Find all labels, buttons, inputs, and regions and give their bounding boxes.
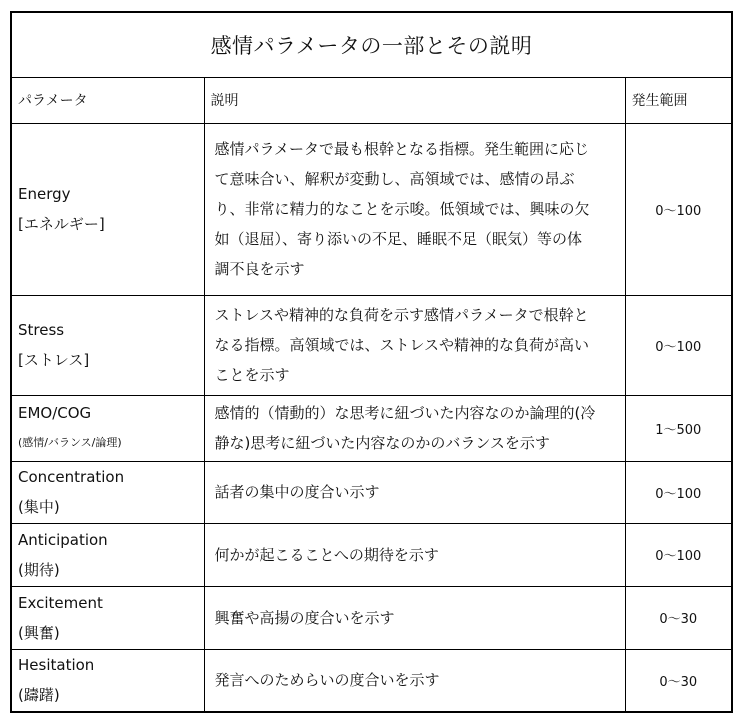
desc-cell [204,295,625,395]
param-cell [12,295,204,395]
desc-line: 如（退屈）、寄り添いの不足、睡眠不足（眠気）等の体 [214,230,583,248]
range-cell: 0～100 [625,123,731,295]
table-row [12,123,731,295]
param-cell [12,523,204,586]
desc-cell [204,586,625,649]
table-row [12,395,731,461]
param-name: Stress [18,321,65,339]
table-row [12,649,731,711]
param-name: Excitement [18,593,103,612]
param-sub: (躊躇) [18,686,60,705]
desc-line: 発言へのためらいの度合いを示す [214,671,440,690]
table-row [12,295,731,395]
header-param: パラメータ [12,78,204,123]
desc-line: 感情パラメータで最も根幹となる指標。発生範囲に応じ [214,140,590,158]
param-name: EMO/COG [18,404,92,422]
param-cell [12,649,204,711]
desc-cell [204,523,625,586]
range-cell: 0～100 [625,295,731,395]
desc-line: 調不良を示す [214,260,305,278]
table-row [12,586,731,649]
parameter-table [12,78,731,711]
desc-line: り、非常に精力的なことを示唆。低領域では、興味の欠 [214,200,590,218]
param-cell [12,586,204,649]
desc-line: て意味合い、解釈が変動し、高領域では、感情の昂ぶ [214,170,575,188]
param-sub: [ストレス] [18,351,90,369]
desc-line: ことを示す [214,366,290,384]
desc-line: 何かが起こることへの期待を示す [214,545,439,564]
param-sub: (集中) [18,498,60,516]
desc-cell [204,461,625,523]
param-sub: (興奮) [18,623,60,642]
range-cell: 0～100 [625,523,731,586]
desc-line: ストレスや精神的な負荷を示す感情パラメータで根幹と [214,306,589,324]
desc-line: 興奮や高揚の度合いを示す [214,608,395,627]
header-desc: 説明 [204,78,625,123]
parameter-table-frame [10,11,733,713]
param-sub: (期待) [18,560,60,579]
desc-line: 感情的（情動的）な思考に紐づいた内容なのか論理的(冷 [214,404,596,422]
param-cell [12,123,204,295]
param-name: Concentration [18,468,125,486]
header-row [12,78,731,123]
range-cell: 0～30 [625,586,731,649]
desc-line: なる指標。高領域では、ストレスや精神的な負荷が高い [214,336,590,354]
range-cell: 1～500 [625,395,731,461]
param-name: Hesitation [18,656,95,675]
desc-cell [204,123,625,295]
param-cell [12,461,204,523]
desc-cell [204,649,625,711]
param-sub: (感情/バランス/論理) [18,436,122,449]
param-cell [12,395,204,461]
param-name: Energy [18,185,71,203]
range-cell: 0～30 [625,649,731,711]
table-row [12,523,731,586]
desc-cell [204,395,625,461]
param-name: Anticipation [18,530,108,549]
param-sub: [エネルギー] [18,215,105,233]
table-title: 感情パラメータの一部とその説明 [12,13,731,78]
range-cell: 0～100 [625,461,731,523]
desc-line: 静な)思考に紐づいた内容なのかのバランスを示す [214,434,550,452]
table-row [12,461,731,523]
header-range: 発生範囲 [625,78,731,123]
desc-line: 話者の集中の度合い示す [214,483,380,501]
